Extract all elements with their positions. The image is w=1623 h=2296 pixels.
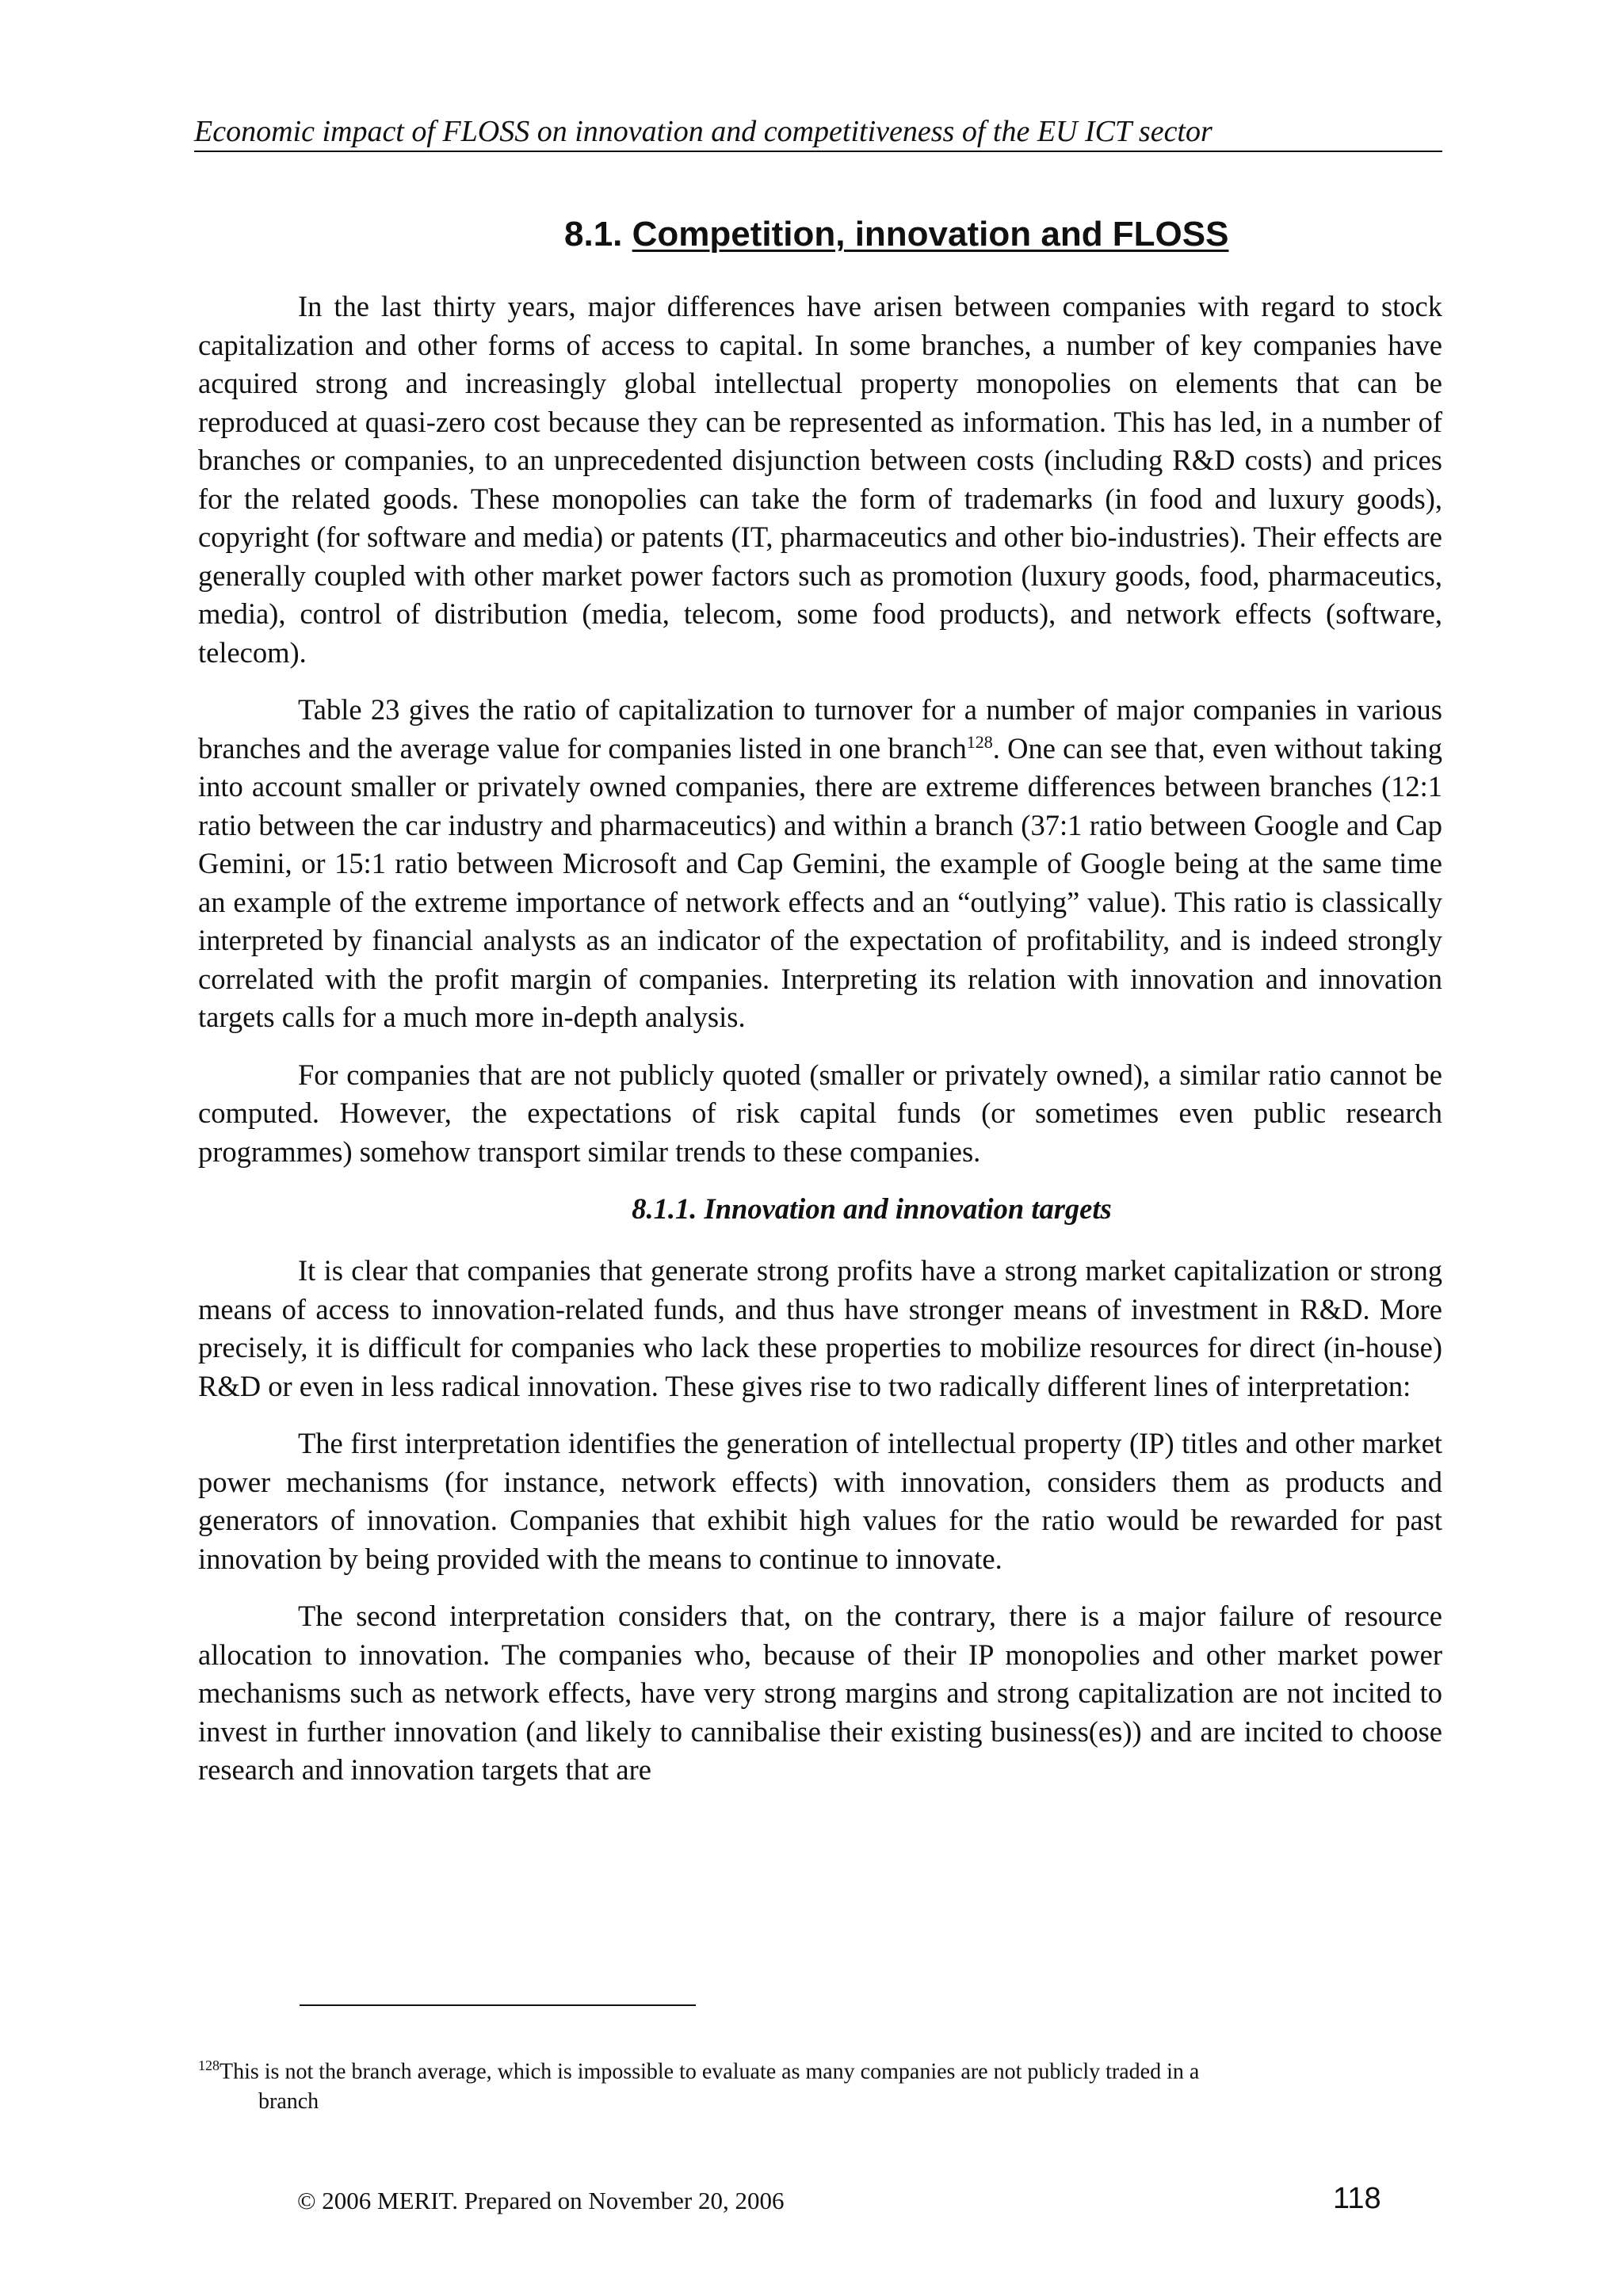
running-header: Economic impact of FLOSS on innovation and competitiveness of the EU ICT sector [194, 115, 1212, 148]
paragraph-5: The first interpretation identifies the generation of intellectual property (IP) titles and other market power mechanisms (for instance, network effects) with innovation, considers them as products and generators of innovation. Companies that exhibit high values for the ratio would be rewarded for past innovation by being provided with the means to continue to innovate. [198, 1427, 1442, 1575]
paragraph-6: The second interpretation considers that, on the contrary, there is a major failure of resource allocation to innovation. The companies who, because of their IP monopolies and other market power mechanisms such as network effects, have very strong margins and strong capitalization are not incited to invest in further innovation (and likely to cannibalise their existing business(es)) and are incited to choose research and innovation targets that are [198, 1600, 1442, 1786]
header-rule [194, 151, 1442, 152]
footnote-text-1: This is not the branch average, which is impossible to evaluate as many companies are not publicly traded in a [220, 2059, 1200, 2084]
footnote-text-2: branch [258, 2089, 319, 2115]
footnote-line-1 [198, 2050, 1442, 2087]
paragraph-4: It is clear that companies that generate strong profits have a strong market capitalization or strong means of access to innovation-related funds, and thus have stronger means of investment in R&D. More precisely, it is difficult for companies who lack these properties to mobilize resources for direct (in-house) R&D or even in less radical innovation. These gives rise to two radically different lines of interpretation: [198, 1254, 1442, 1402]
section-title [564, 212, 1228, 257]
paragraph-2-part-a: Table 23 gives the ratio of capitalization to turnover for a number of major companies in various branches and the average value for companies listed in one branch [198, 693, 1442, 765]
page-number: 118 [1333, 2182, 1381, 2215]
paragraph-1: In the last thirty years, major differences have arisen between companies with regard to stock capitalization and other forms of access to capital. In some branches, a number of key companies have acquired strong and increasingly global intellectual property monopolies on elements that can be reproduced at quasi-zero cost because they can be represented as information. This has led, in a number of branches or companies, to an unprecedented disjunction between costs (including R&D costs) and prices for the related goods. These monopolies can take the form of trademarks (in food and luxury goods), copyright (for software and media) or patents (IT, pharmaceutics and other bio-industries). Their effects are generally coupled with other market power factors such as promotion (luxury goods, food, pharmaceutics, media), control of distribution (media, telecom, some food products), and network effects (software, telecom). [198, 290, 1442, 669]
paragraph-2-part-b: . One can see that, even without taking into account smaller or privately owned companies, there are extreme differences between branches (12:1 ratio between the car industry and pharmaceutics) and within a branch (37:1 ratio between Google and Cap Gemini, or 15:1 ratio between Microsoft and Cap Gemini, the example of Google being at the same time an example of the extreme importance of network effects and an “outlying” value). This ratio is classically interpreted by financial analysts as an indicator of the expectation of profitability, and is indeed strongly correlated with the profit margin of companies. Interpreting its relation with innovation and innovation targets calls for a much more in-depth analysis. [198, 731, 1442, 1033]
body-text [198, 288, 1442, 1809]
paragraph-2 [198, 691, 1442, 1037]
footnote-reference-128[interactable]: 128 [966, 731, 993, 752]
footnote-number: 128 [198, 2058, 220, 2073]
paragraph-3: For companies that are not publicly quoted (smaller or privately owned), a similar ratio cannot be computed. However, the expectations of risk capital funds (or sometimes even public research programmes) somehow transport similar trends to these companies. [198, 1058, 1442, 1168]
footnote-separator [300, 2004, 696, 2006]
subsection-title: 8.1.1. Innovation and innovation targets [632, 1192, 1112, 1225]
footnote-128 [198, 2050, 1442, 2117]
section-number: 8.1. [564, 215, 623, 254]
section-title-text: Competition, innovation and FLOSS [632, 215, 1229, 254]
footer-copyright: © 2006 MERIT. Prepared on November 20, 2006 [297, 2187, 785, 2214]
